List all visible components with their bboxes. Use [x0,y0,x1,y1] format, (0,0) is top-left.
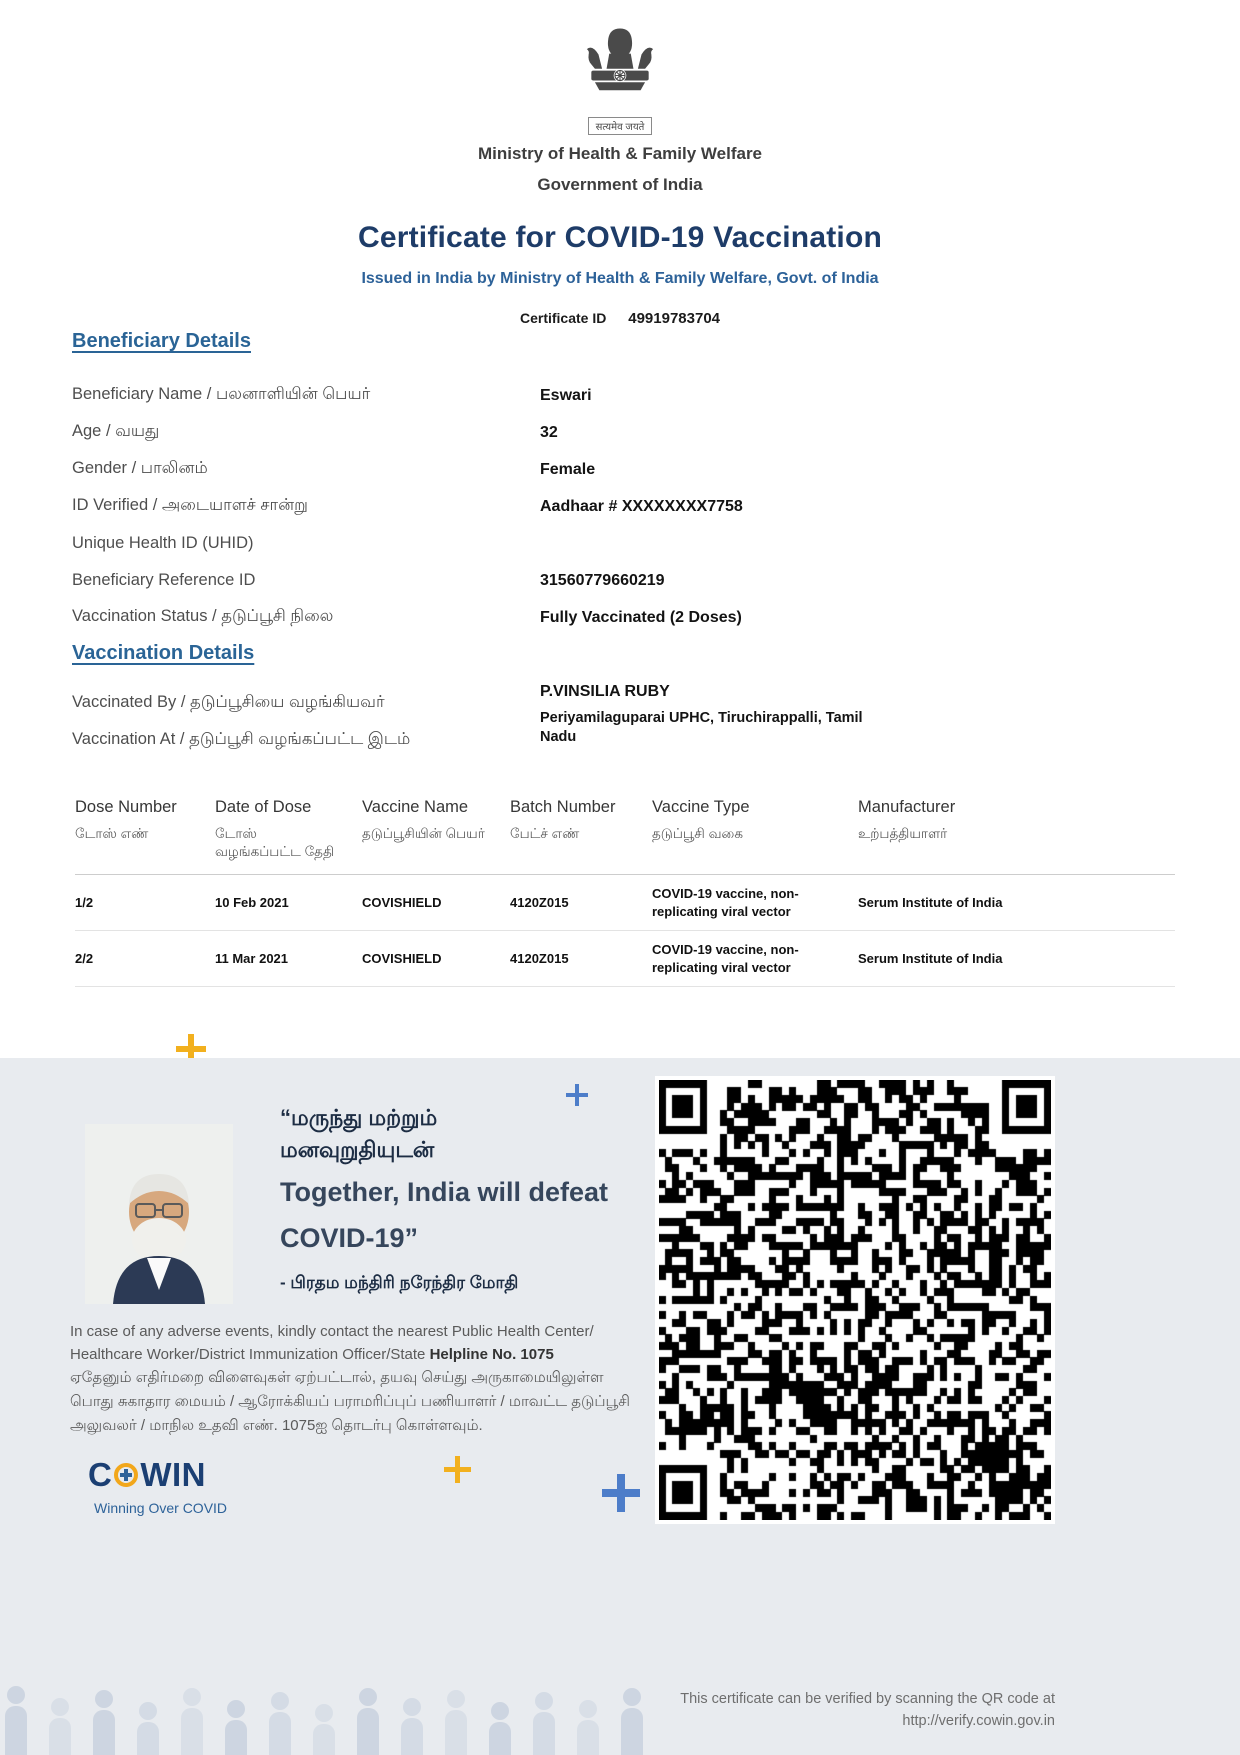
certificate-header [0,24,1240,327]
dose-1-date: 10 Feb 2021 [215,894,289,910]
verify-text: This certificate can be verified by scanning the QR code at [680,1691,1055,1707]
dose-1-vaccine: COVISHIELD [362,894,442,910]
dose-1-manufacturer: Serum Institute of India [858,894,1003,910]
dose-2-number: 2/2 [75,950,94,966]
adverse-events-text-tamil: ஏதேனும் எதிர்மறை விளைவுகள் ஏற்பட்டால், தயவு செய்து அருகாமையிலுள்ள பொது சுகாதார மையம் / ஆரோக்கியப் பராமரிப்புப் பணியாளர் / மாவட்ட தடுப்பூசி அலுவலர் / மாநில உதவி எண். 1075ஐ தொடர்பு கொள்ளவும். [70,1369,630,1434]
verify-note [680,1688,1055,1733]
quote-tamil-line2: மனவுறுதியுடன் [280,1136,435,1162]
india-national-emblem-icon [584,24,656,115]
vaccination-details-section [72,642,1172,759]
cowin-logo-win: WIN [140,1456,206,1493]
cowin-tagline: Winning Over COVID [94,1500,228,1516]
vaccination-status-row [72,599,1172,636]
dose-row-2 [75,931,1175,987]
reference-id-label: Beneficiary Reference ID [72,571,256,589]
reference-id-value: 31560779660219 [540,571,665,589]
decorative-plus-icon [444,1456,471,1483]
vaccination-status-label: Vaccination Status / தடுப்பூசி நிலை [72,607,334,625]
decorative-plus-icon [602,1474,640,1512]
pm-quote [280,1102,650,1295]
dose-2-vaccine: COVISHIELD [362,950,442,966]
cowin-logo [88,1456,227,1516]
dose-2-batch: 4120Z015 [510,950,569,966]
cowin-logo-c: C [88,1456,113,1493]
dose-1-batch: 4120Z015 [510,894,569,910]
col-batch-number: Batch Number பேட்ச் எண் [510,798,616,841]
col-date-of-dose: Date of Dose டோஸ் வழங்கப்பட்ட தேதி [215,798,335,859]
dose-2-date: 11 Mar 2021 [215,950,289,966]
qr-code-box [655,1076,1055,1524]
helpline-number: Helpline No. 1075 [429,1346,554,1364]
reference-id-row [72,562,1172,599]
beneficiary-details-section [72,330,1172,636]
beneficiary-name-label: Beneficiary Name / பலனாளியின் பெயர் [72,385,371,403]
dose-table-header [75,798,1175,875]
dose-table [75,798,1175,987]
ministry-name: Ministry of Health & Family Welfare [477,144,763,163]
dose-2-type: COVID-19 vaccine, non-replicating viral vector [652,942,799,975]
footer-banner [0,1058,1240,1755]
gender-label: Gender / பாலினம் [72,459,208,477]
age-row [72,414,1172,451]
vaccinated-by-value: P.VINSILIA RUBY [540,683,670,700]
age-value: 32 [540,423,558,441]
beneficiary-details-heading: Beneficiary Details [72,330,251,352]
dose-2-manufacturer: Serum Institute of India [858,950,1003,966]
quote-english-line2: COVID-19” [280,1222,419,1253]
vaccinated-by-label: Vaccinated By / தடுப்பூசியை வழங்கியவர் [72,693,385,711]
cowin-plus-icon [114,1463,138,1487]
uhid-row [72,525,1172,562]
col-manufacturer: Manufacturer உற்பத்தியாளர் [858,798,956,841]
id-verified-label: ID Verified / அடையாளச் சான்று [72,496,308,514]
id-verified-value: Aadhaar # XXXXXXXX7758 [540,497,743,515]
vaccination-at-label: Vaccination At / தடுப்பூசி வழங்கப்பட்ட இடம் [72,730,411,748]
uhid-label: Unique Health ID (UHID) [72,534,254,552]
col-vaccine-name: Vaccine Name தடுப்பூசியின் பெயர் [362,798,485,841]
id-verified-row [72,488,1172,525]
crowd-illustration [0,1681,662,1755]
dose-row-1 [75,875,1175,931]
age-label: Age / வயது [72,422,160,440]
verify-url-link[interactable]: http://verify.cowin.gov.in [902,1713,1055,1730]
government-name: Government of India [537,174,703,194]
certificate-subtitle: Issued in India by Ministry of Health & Family Welfare, Govt. of India [361,269,879,287]
gender-row [72,451,1172,488]
quote-attribution: - பிரதம மந்திரி நரேந்திர மோதி [280,1273,519,1293]
emblem-motto: सत्यमेव जयते [588,117,653,135]
col-dose-number: Dose Number டோஸ் எண் [75,798,177,841]
certificate-id-label: Certificate ID [519,309,607,326]
vaccination-status-value: Fully Vaccinated (2 Doses) [540,608,742,626]
certificate-title: Certificate for COVID-19 Vaccination [357,220,882,254]
dose-1-type: COVID-19 vaccine, non-replicating viral vector [652,886,799,919]
certificate-id-line [0,310,1240,327]
gender-value: Female [540,460,596,478]
vaccination-at-value: Periyamilaguparai UPHC, Tiruchirappalli, Tamil Nadu [540,710,863,745]
pm-photo [85,1124,233,1304]
col-vaccine-type: Vaccine Type தடுப்பூசி வகை [652,798,750,841]
dose-1-number: 1/2 [75,894,94,910]
quote-english-line1: Together, India will defeat [280,1176,609,1207]
vaccination-details-heading: Vaccination Details [72,642,255,664]
qr-code [659,1080,1051,1520]
certificate-id-value: 49919783704 [628,309,720,327]
adverse-events-text: In case of any adverse events, kindly contact the nearest Public Health Center/ Healthcare Worker/District Immunization Officer/State Helpline No. 1075 [70,1323,594,1364]
beneficiary-name-row [72,377,1172,414]
beneficiary-name-value: Eswari [540,386,592,404]
quote-tamil-line1: “மருந்து மற்றும் [280,1105,438,1130]
